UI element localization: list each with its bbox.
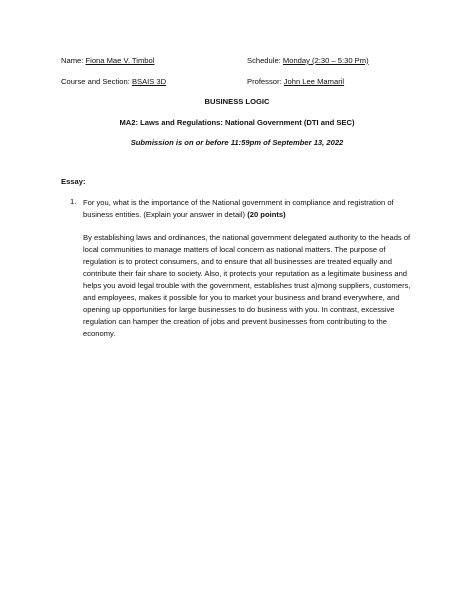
professor-label: Professor: xyxy=(247,77,282,86)
essay-answer: By establishing laws and ordinances, the national government delegated authority to the heads of local communities to manage matters of local concern as national matters. The purpose of regulation is to protect consumers, and to ensure that all businesses are treated equally and contribute their fair share to society. Also, it protects your reputation as a legitimate business and helps you avoid legal trouble with the government, establishes trust a)mong suppliers, customers, and employees, makes it possible for you to market your business and brand everywhere, and opening up opportunities for large businesses to do business with you. In contrast, excessive regulation can hamper the creation of jobs and prevent businesses from contributing to the economy. xyxy=(83,233,411,338)
schedule-label: Schedule: xyxy=(247,56,281,65)
course-label: Course and Section: xyxy=(61,77,130,86)
document-title: BUSINESS LOGIC xyxy=(204,97,270,106)
submission-note: Submission is on or before 11:59pm of September 13, 2022 xyxy=(130,138,344,147)
name-line xyxy=(61,56,154,65)
document-subtitle: MA2: Laws and Regulations: National Government (DTI and SEC) xyxy=(119,118,355,127)
name-value: Fiona Mae V. Timbol xyxy=(85,56,155,65)
question-number: 1. xyxy=(70,197,77,206)
question-text xyxy=(83,197,413,221)
name-label: Name: xyxy=(61,56,84,65)
section-heading: Essay: xyxy=(61,177,86,186)
question-points: (20 points) xyxy=(247,210,286,219)
course-line xyxy=(61,77,166,86)
question-body: For you, what is the importance of the National government in compliance and registration of business entities. (Explain your answer in detail) xyxy=(83,198,394,219)
professor-value: John Lee Mamaril xyxy=(283,77,345,86)
course-value: BSAIS 3D xyxy=(131,77,167,86)
professor-line xyxy=(247,77,344,86)
schedule-value: Monday (2:30 – 5:30 Pm) xyxy=(282,56,369,65)
schedule-line xyxy=(247,56,369,65)
